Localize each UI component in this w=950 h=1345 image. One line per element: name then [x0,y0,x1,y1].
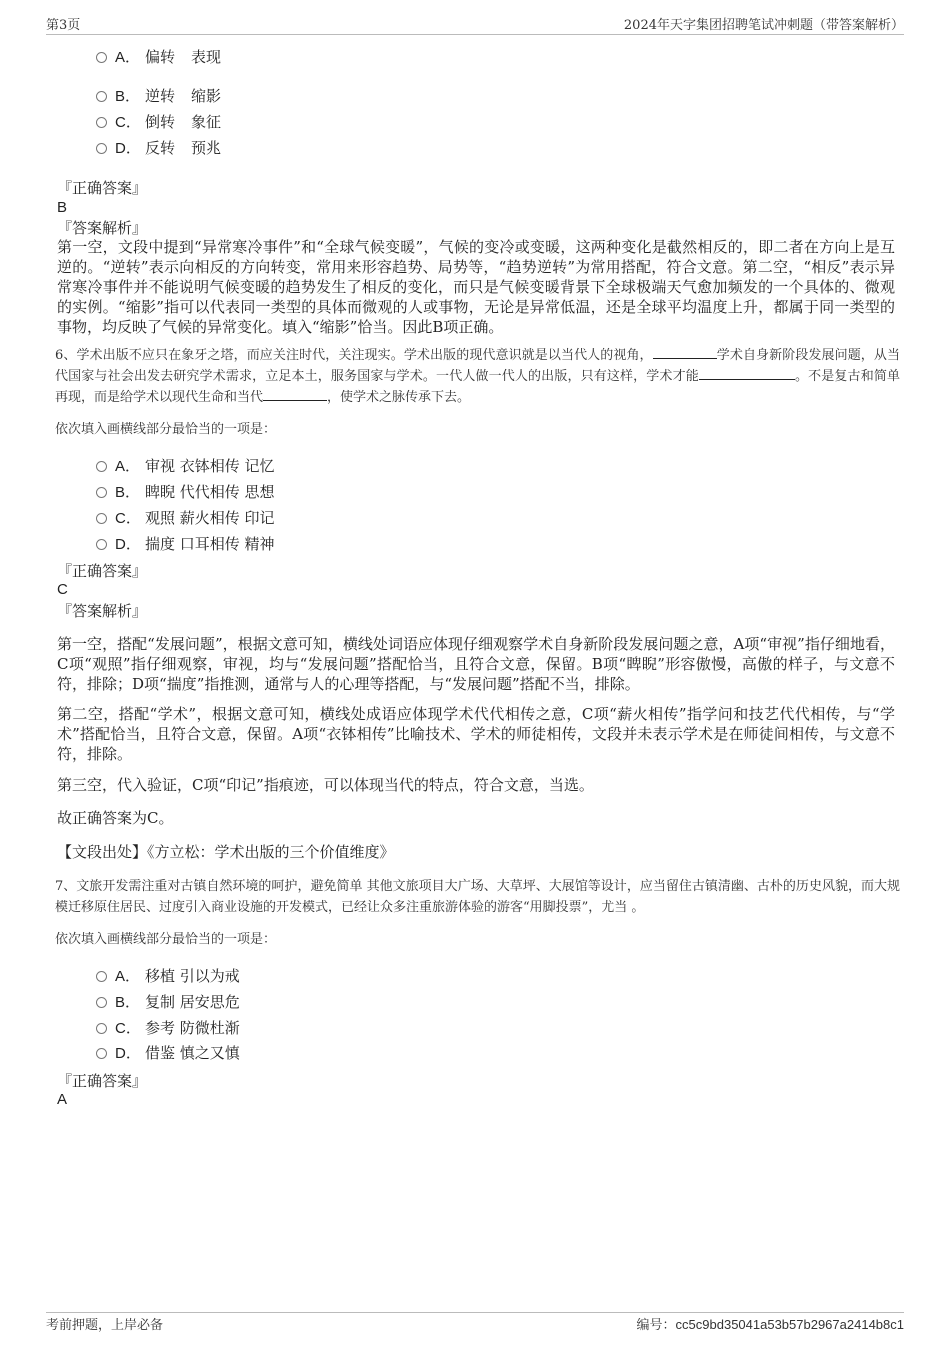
radio-icon[interactable] [96,117,107,128]
page-footer [46,1314,904,1332]
blank-2 [699,367,795,380]
radio-icon[interactable] [96,143,107,154]
document-code: 编号：cc5c9bd35041a53b57b2967a2414b8c1 [636,1317,904,1333]
q7-stem: 7、文旅开发需注重对古镇自然环境的呵护，避免简单 其他文旅项目大广场、大草坪、大展馆等设计，应当留住古镇清幽、古朴的历史风貌，而大规模迁移原住居民、过度引入商业设施的开发模式，已经让众多注重旅游体验的游客“用脚投票”，尤当 。 [55,879,900,915]
radio-icon[interactable] [96,52,107,63]
radio-icon[interactable] [96,461,107,472]
radio-icon[interactable] [96,1048,107,1059]
page-header [46,14,904,32]
q5-option-b[interactable]: B． 逆转 缩影 [96,86,221,107]
q7-instruction: 依次填入画横线部分最恰当的一项是： [55,932,277,947]
q7-option-b[interactable]: B． 复制 居安思危 [96,992,240,1013]
radio-icon[interactable] [96,487,107,498]
q5-answer-label: 『正确答案』 [57,179,148,197]
q7-answer: A [57,1091,68,1108]
q5-answer: B [57,199,68,216]
q5-option-c[interactable]: C． 倒转 象征 [96,112,221,133]
blank-1 [653,346,717,359]
radio-icon[interactable] [96,971,107,982]
q5-option-a[interactable]: A． 偏转 表现 [96,47,221,68]
q6-option-b[interactable]: B． 睥睨 代代相传 思想 [96,482,275,503]
q7-option-d[interactable]: D． 借鉴 慎之又慎 [96,1043,240,1064]
q6-analysis-p4: 故正确答案为C。 [57,809,174,827]
q6-analysis-label: 『答案解析』 [57,602,148,620]
radio-icon[interactable] [96,91,107,102]
header-divider [46,34,904,35]
q6-stem: 6、学术出版不应只在象牙之塔，而应关注时代，关注现实。学术出版的现代意识就是以当代人的视角， 学术自身新阶段发展问题，从当代国家与社会出发去研究学术需求，立足本土，服务国家与学术。一代人做一代人的出版，只有这样，学术才能 。不是复古和简单再现，而是给学术以现代生命和当代 ，使学术之脉传承下去。 [55,348,900,405]
q6-answer-label: 『正确答案』 [57,562,148,580]
q5-analysis: 第一空，文段中提到“异常寒冷事件”和“全球气候变暖”，气候的变冷或变暖，这两种变化是截然相反的，即二者在方向上是互逆的。“逆转”表示向相反的方向转变，常用来形容趋势、局势等，“趋势逆转”为常用搭配，符合文意。第二空，“相反”表示异常寒冷事件并不能说明气候变暖的趋势发生了相反的变化，而只是气候变暖背景下全球极端天气愈加频发的一个具体的、微观的实例。“缩影”指可以代表同一类型的具体而微观的人或事物，无论是异常低温，还是全球平均温度上升，都属于同一类型的事物，均反映了气候的异常变化。填入“缩影”恰当。因此B项正确。 [57,238,895,336]
q6-answer: C [57,581,68,598]
blank-3 [263,388,327,401]
q5-option-d[interactable]: D． 反转 预兆 [96,138,221,159]
q7-option-c[interactable]: C． 参考 防微杜渐 [96,1018,240,1039]
q6-option-a[interactable]: A． 审视 衣钵相传 记忆 [96,456,275,477]
footer-divider [46,1312,904,1313]
q5-analysis-label: 『答案解析』 [57,219,148,237]
footer-slogan: 考前押题，上岸必备 [46,1318,164,1333]
radio-icon[interactable] [96,1023,107,1034]
q6-analysis-p3: 第三空，代入验证，C项“印记”指痕迹，可以体现当代的特点，符合文意，当选。 [57,776,594,794]
q6-analysis-p2: 第二空，搭配“学术”，根据文意可知，横线处成语应体现学术代代相传之意，C项“薪火相传”指学问和技艺代代相传，与“学术”搭配恰当，且符合文意，保留。A项“衣钵相传”比喻技术、学术的师徒相传，文段并未表示学术是在师徒间相传，与文意不符，排除。 [57,705,895,763]
q6-option-c[interactable]: C． 观照 薪火相传 印记 [96,508,275,529]
q7-option-a[interactable]: A． 移植 引以为戒 [96,966,240,987]
radio-icon[interactable] [96,997,107,1008]
q7-answer-label: 『正确答案』 [57,1072,148,1090]
q6-analysis-p1: 第一空，搭配“发展问题”，根据文意可知，横线处词语应体现仔细观察学术自身新阶段发展问题之意，A项“审视”指仔细地看，C项“观照”指仔细观察，审视，均与“发展问题”搭配恰当，且符合文意，保留。B项“睥睨”形容傲慢，高傲的样子，与文意不符，排除；D项“揣度”指推测，通常与人的心理等搭配，与“发展问题”搭配不当，排除。 [57,635,895,693]
q6-option-d[interactable]: D． 揣度 口耳相传 精神 [96,534,275,555]
q6-source: 【文段出处】《方立松：学术出版的三个价值维度》 [57,843,395,861]
page-number: 第3页 [46,18,81,33]
q6-instruction: 依次填入画横线部分最恰当的一项是： [55,422,277,437]
document-title: 2024年天字集团招聘笔试冲刺题（带答案解析） [623,18,904,33]
radio-icon[interactable] [96,539,107,550]
radio-icon[interactable] [96,513,107,524]
